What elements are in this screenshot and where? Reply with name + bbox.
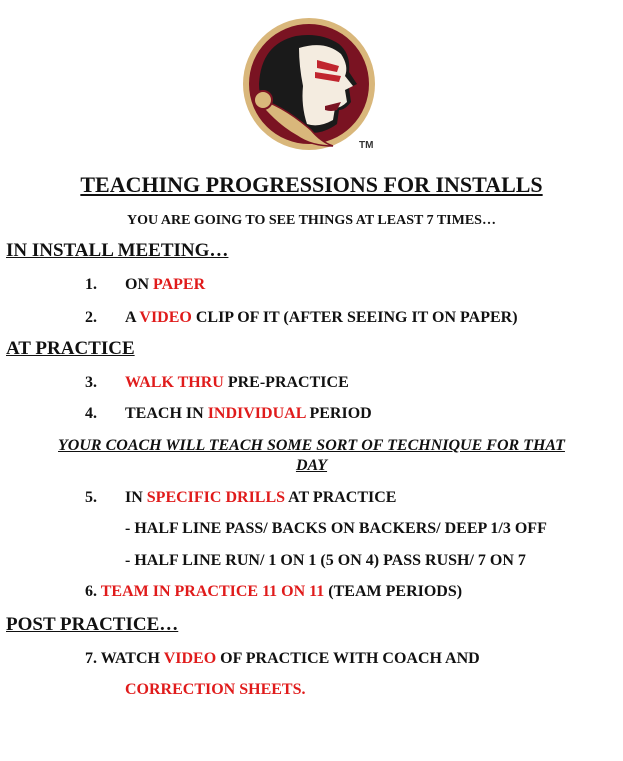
- list-item-6: 6. TEAM IN PRACTICE 11 ON 11 (TEAM PERIODS): [85, 583, 463, 600]
- list-item-4: 4. TEACH IN INDIVIDUAL PERIOD: [85, 405, 372, 422]
- list-item-7: 7. WATCH VIDEO OF PRACTICE WITH COACH AND: [85, 650, 480, 667]
- list-item-2: 2. A VIDEO CLIP OF IT (AFTER SEEING IT ON PAPER): [85, 309, 518, 326]
- coach-note-line-1: YOUR COACH WILL TEACH SOME SORT OF TECHNIQUE FOR THAT: [58, 437, 565, 454]
- section-post-practice: POST PRACTICE…: [6, 614, 179, 635]
- list-item-7-line-2: CORRECTION SHEETS.: [125, 681, 306, 698]
- page-subtitle: YOU ARE GOING TO SEE THINGS AT LEAST 7 TIMES…: [127, 213, 496, 228]
- list-item-5: 5. IN SPECIFIC DRILLS AT PRACTICE: [85, 489, 397, 506]
- section-at-practice: AT PRACTICE: [6, 338, 135, 359]
- list-item-5-sub-1: - HALF LINE PASS/ BACKS ON BACKERS/ DEEP 1/3 OFF: [125, 520, 547, 537]
- seminole-logo: [241, 14, 381, 162]
- coach-note-line-2: DAY: [295, 457, 328, 474]
- page-title: TEACHING PROGRESSIONS FOR INSTALLS: [80, 172, 543, 197]
- list-item-5-sub-2: - HALF LINE RUN/ 1 ON 1 (5 ON 4) PASS RUSH/ 7 ON 7: [125, 552, 526, 569]
- trademark-mark: TM: [359, 140, 374, 151]
- list-item-3: 3. WALK THRU PRE-PRACTICE: [85, 374, 349, 391]
- list-item-1: 1. ON PAPER: [85, 276, 206, 293]
- section-install-meeting: IN INSTALL MEETING…: [6, 240, 229, 261]
